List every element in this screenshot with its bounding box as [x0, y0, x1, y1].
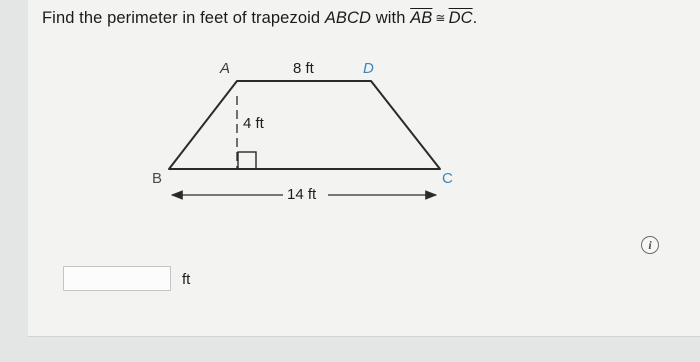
- segment-ab: $\overline{AB}$: [410, 9, 433, 27]
- info-icon: i: [648, 237, 652, 252]
- vertex-b-label: B: [152, 170, 163, 187]
- right-angle-marker: [238, 152, 256, 169]
- top-base-label: 8 ft: [293, 60, 314, 77]
- vertex-c-label: C: [442, 170, 453, 187]
- shape-name: ABCD: [324, 9, 372, 27]
- question-mid: with: [371, 9, 411, 27]
- question-prefix: Find the perimeter in feet of trapezoid: [42, 9, 325, 27]
- question-suffix: .: [472, 9, 478, 27]
- trapezoid-outline: [169, 81, 440, 169]
- answer-unit-label: ft: [182, 271, 191, 288]
- vertex-a-label: A: [220, 60, 231, 77]
- answer-input[interactable]: [63, 266, 171, 291]
- height-label: 4 ft: [243, 115, 264, 132]
- vertex-d-label: D: [363, 60, 374, 77]
- congruent-symbol: ≅: [435, 11, 446, 25]
- info-button[interactable]: [641, 236, 659, 254]
- bottom-base-label: 14 ft: [287, 186, 317, 203]
- segment-dc: $\overline{DC}$: [448, 9, 473, 27]
